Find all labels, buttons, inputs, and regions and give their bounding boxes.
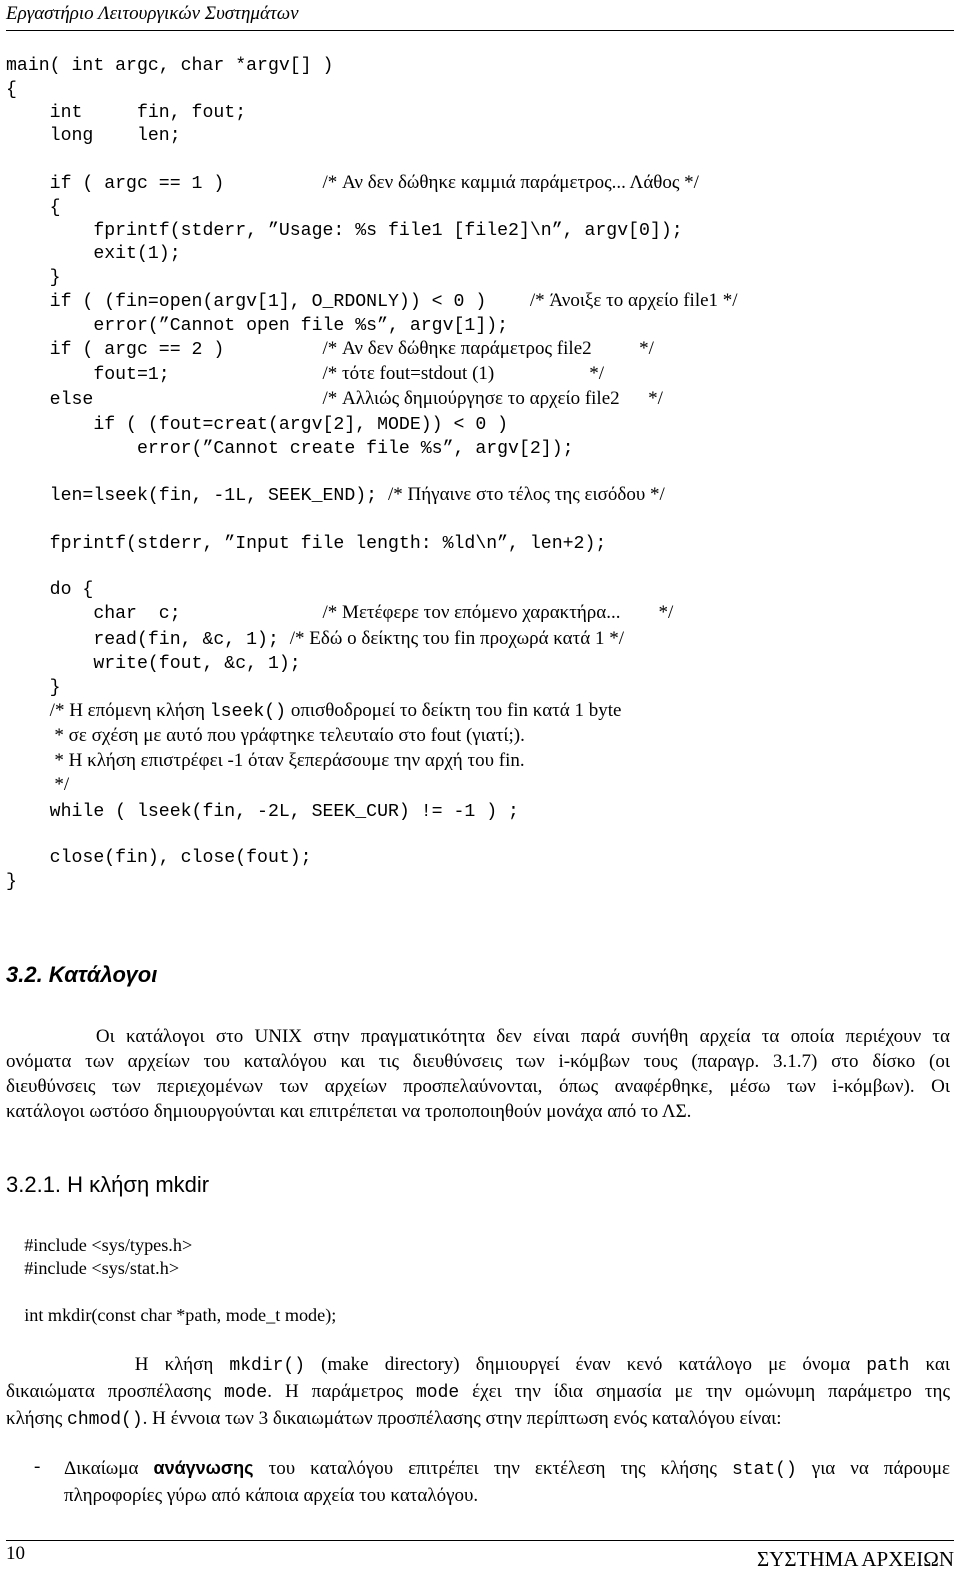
code-text: fprintf(stderr, ”Usage: %s file1 [file2]\n”, argv[0]); [6, 221, 683, 241]
paragraph-mkdir [6, 1352, 950, 1433]
code-text: if ( (fin=open(argv[1], O_RDONLY)) < 0 ) [6, 292, 530, 312]
text: έχει την ίδια σημασία με την ομώνυμη παράμετρο της [459, 1381, 950, 1402]
code-line [6, 868, 17, 892]
code-comment: */ [49, 774, 70, 795]
code-comment: /* Αλλιώς δημιούργησε το αρχείο file2 */ [322, 388, 663, 409]
code-text: } [6, 872, 17, 892]
paragraph-line: ονόματα των αρχείων του καταλόγου και τις διευθύνσεις των i-κόμβων τους (παραγρ. 3.1.7) στο δίσκο (οι [6, 1051, 950, 1072]
code-line [6, 76, 17, 100]
code-comment: /* Αν δεν δώθηκε παράμετρος file2 */ [322, 338, 654, 359]
code-text: main( int argc, char *argv[] ) [6, 56, 334, 76]
code-line [6, 698, 621, 722]
code-text: do { [6, 580, 94, 600]
code-text: if ( argc == 2 ) [6, 340, 323, 360]
code-line [6, 748, 525, 772]
text: Η κλήση [6, 1354, 230, 1375]
code-text: if ( argc == 1 ) [6, 174, 323, 194]
code-text: exit(1); [6, 244, 181, 264]
code-comment: /* Αν δεν δώθηκε καμμιά παράμετρος... Λάθος */ [322, 172, 699, 193]
inline-code: chmod() [67, 1410, 143, 1430]
inline-code: stat() [731, 1460, 797, 1480]
page-number: 10 [6, 1543, 25, 1564]
code-line [6, 482, 665, 506]
code-text: error(”Cannot create file %s”, argv[2]); [6, 439, 574, 459]
code-text: } [6, 678, 61, 698]
bold-text: ανάγνωσης [153, 1458, 254, 1478]
code-line [6, 530, 606, 554]
code-line [6, 626, 624, 650]
code-line [6, 798, 519, 822]
code-text [6, 727, 50, 747]
code-line [6, 52, 333, 76]
text: Δικαίωμα [64, 1458, 154, 1479]
inline-code: mode [224, 1383, 268, 1403]
code-line [6, 650, 301, 674]
code-line [6, 288, 738, 312]
inline-code: mode [415, 1383, 460, 1403]
page-header [6, 2, 954, 31]
paragraph-line [6, 1406, 950, 1433]
inline-code: path [866, 1356, 910, 1376]
text: . Η έννοια των 3 δικαιωμάτων προσπέλασης στην περίπτωση ενός καταλόγου είναι: [142, 1408, 782, 1429]
code-text: fprintf(stderr, ”Input file length: %ld\n”, len+2); [6, 534, 607, 554]
paragraph-line: Οι κατάλογοι στο UNIX στην πραγματικότητα δεν είναι παρά συνήθη αρχεία τα οποία περιέχουν τα [6, 1026, 951, 1047]
text: (make directory) δημιουργεί έναν κενό κατάλογο με όνομα [305, 1354, 867, 1375]
code-line [6, 772, 69, 796]
paragraph-line: διευθύνσεις των περιεχομένων των αρχείων προσπελαύνονται, όπως αναφέρθηκε, μέσω των i-κόμβων). Οι [6, 1076, 950, 1097]
code-line [6, 264, 61, 288]
code-comment: * Η κλήση επιστρέφει -1 όταν ξεπεράσουμε την αρχή του fin. [49, 750, 525, 771]
code-line [6, 435, 574, 459]
bullet-line: πληροφορίες γύρω από κάποια αρχεία του καταλόγου. [64, 1485, 479, 1506]
code-line [6, 99, 246, 123]
code-line: int mkdir(const char *path, mode_t mode); [6, 1305, 337, 1325]
code-text [6, 752, 50, 772]
code-line [6, 122, 181, 146]
code-line [6, 844, 312, 868]
code-comment: /* Εδώ ο δείκτης του fin προχωρά κατά 1 */ [289, 628, 624, 649]
code-line [6, 312, 508, 336]
code-line [6, 240, 181, 264]
code-line [6, 217, 683, 241]
text: κλήσης [6, 1408, 68, 1429]
code-text: } [6, 268, 61, 288]
paragraph-line: κατάλογοι ωστόσο δημιουργούνται και επιτρέπεται να τροποποιηθούν μονάχα από το ΛΣ. [6, 1101, 692, 1122]
code-comment: * σε σχέση με αυτό που γράφτηκε τελευταίο στο fout (γιατί;). [49, 725, 525, 746]
code-line [6, 361, 604, 385]
code-comment: /* Άνοιξε το αρχείο file1 */ [529, 290, 738, 311]
paragraph-line [6, 1379, 950, 1406]
code-comment: /* Η επόμενη κλήση [49, 700, 210, 721]
code-text [6, 776, 50, 796]
code-text: { [6, 198, 61, 218]
code-line [6, 336, 654, 360]
code-line [6, 576, 93, 600]
text: δικαιώματα προσπέλασης [6, 1381, 225, 1402]
code-text: while ( lseek(fin, -2L, SEEK_CUR) != -1 ) ; [6, 802, 519, 822]
section-heading-3-2-1: 3.2.1. Η κλήση mkdir [6, 1172, 210, 1197]
code-line [6, 723, 525, 747]
code-text: len=lseek(fin, -1L, SEEK_END); [6, 486, 388, 506]
code-comment: /* τότε fout=stdout (1) */ [322, 363, 604, 384]
code-line [6, 386, 663, 410]
code-text: { [6, 80, 17, 100]
code-text: lseek() [209, 702, 287, 722]
text: και [909, 1354, 950, 1375]
code-text: char c; [6, 604, 323, 624]
code-line [6, 170, 699, 194]
bullet-dash: - [34, 1456, 41, 1477]
code-text: long len; [6, 126, 181, 146]
code-text: read(fin, &c, 1); [6, 630, 290, 650]
code-text [6, 702, 50, 722]
code-text: if ( (fout=creat(argv[2], MODE)) < 0 ) [6, 415, 509, 435]
text: του καταλόγου επιτρέπει την εκτέλεση της κλήσης [253, 1458, 732, 1479]
section-heading-3-2: 3.2. Κατάλογοι [6, 962, 158, 987]
bullet-line [64, 1456, 950, 1483]
code-text: close(fin), close(fout); [6, 848, 312, 868]
code-comment: /* Πήγαινε στο τέλος της εισόδου */ [388, 484, 665, 505]
code-comment: /* Μετέφερε τον επόμενο χαρακτήρα... */ [322, 602, 674, 623]
footer-section-title: ΣΥΣΤΗΜΑ ΑΡΧΕΙΩΝ [757, 1547, 954, 1571]
code-text: error(”Cannot open file %s”, argv[1]); [6, 316, 509, 336]
code-text: write(fout, &c, 1); [6, 654, 301, 674]
paragraph-directories [6, 1024, 950, 1124]
code-line [6, 194, 61, 218]
paragraph-line [6, 1352, 950, 1379]
inline-code: mkdir() [229, 1356, 306, 1376]
code-text: int fin, fout; [6, 103, 247, 123]
page-footer [6, 1540, 954, 1577]
code-line [6, 411, 508, 435]
code-comment: οπισθοδρομεί το δείκτη του fin κατά 1 byte [286, 700, 622, 721]
code-line: #include <sys/stat.h> [6, 1258, 180, 1278]
code-text: fout=1; [6, 365, 323, 385]
code-line: #include <sys/types.h> [6, 1235, 193, 1255]
text: για να πάρουμε [796, 1458, 950, 1479]
code-line [6, 600, 673, 624]
code-line [6, 674, 61, 698]
code-text: else [6, 390, 323, 410]
header-title: Εργαστήριο Λειτουργικών Συστημάτων [6, 3, 299, 24]
text: . Η παράμετρος [267, 1381, 416, 1402]
bullet-read-permission [64, 1456, 950, 1508]
